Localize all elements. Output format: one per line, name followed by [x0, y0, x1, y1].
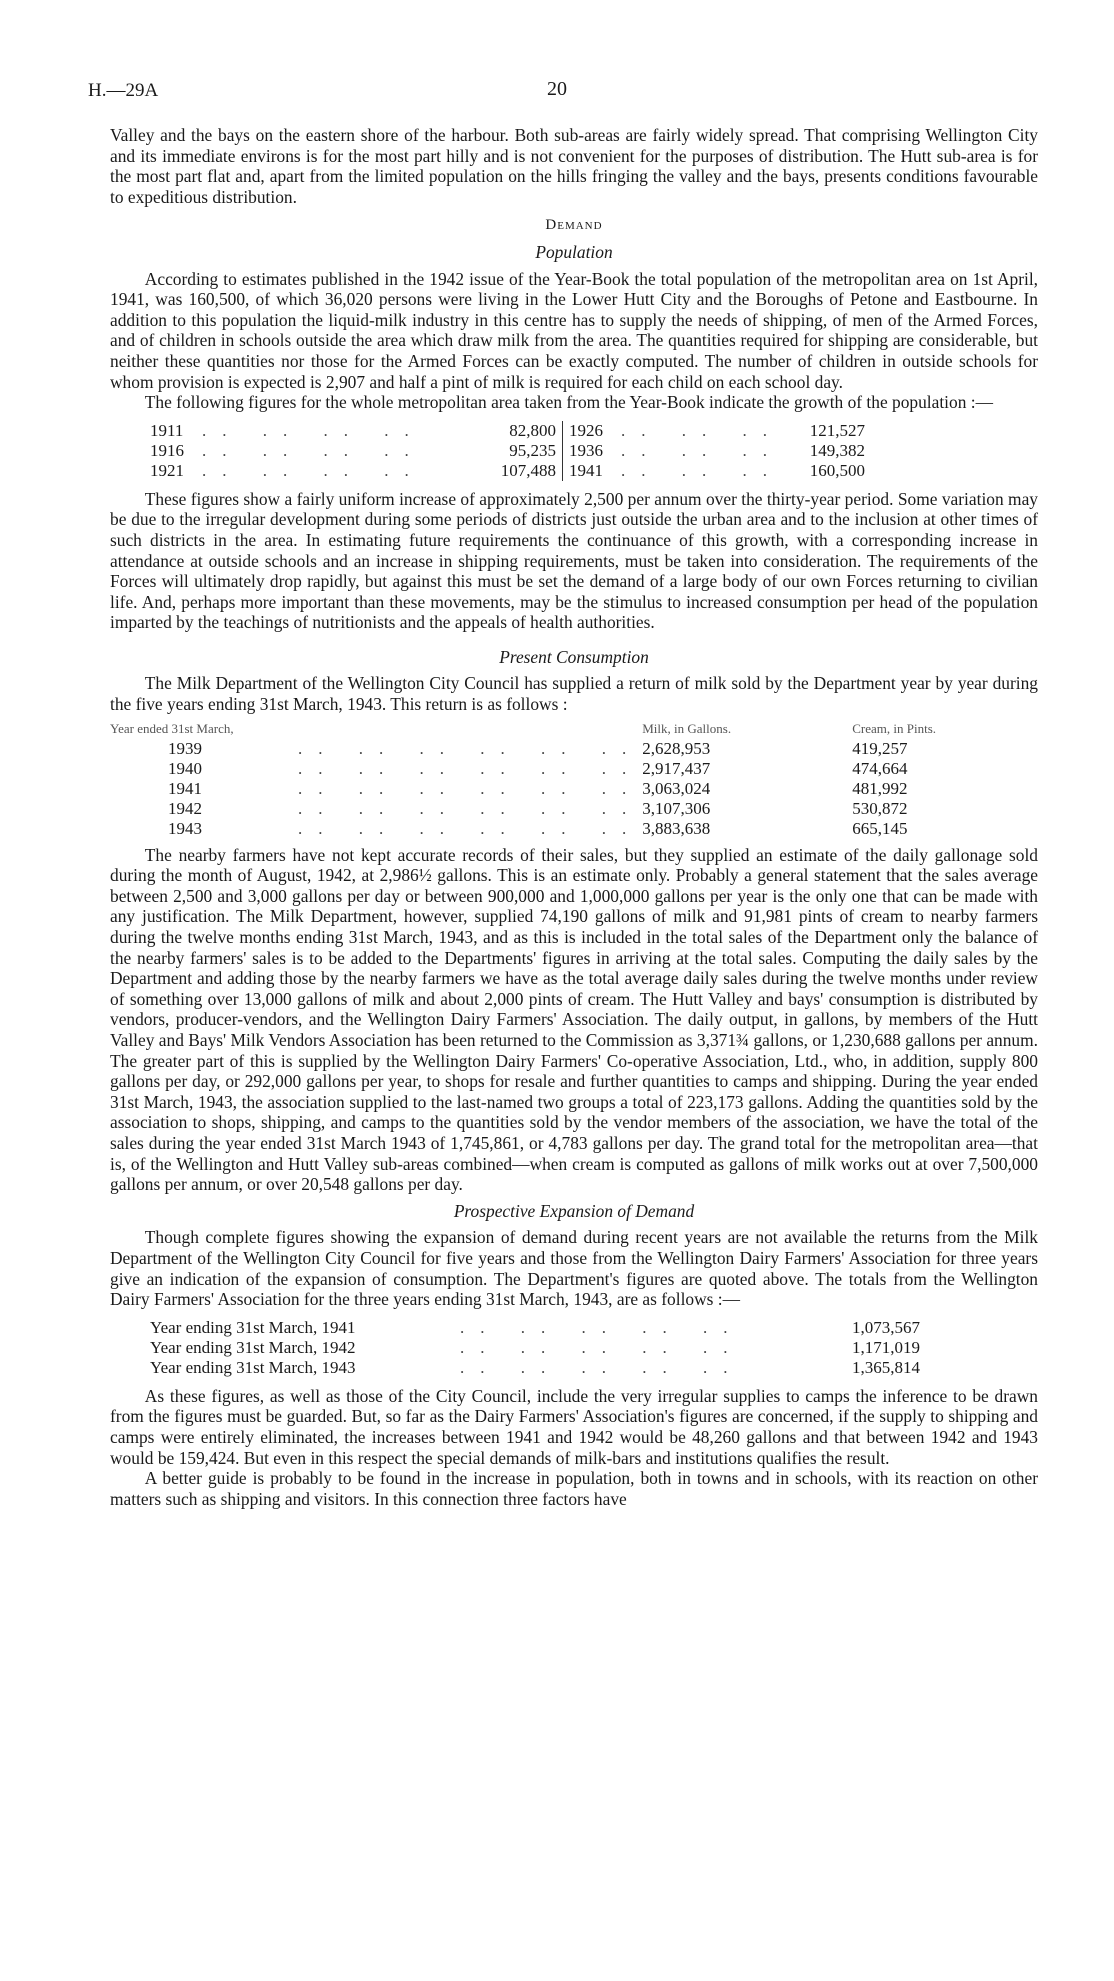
paragraph: The Milk Department of the Wellington City Council has supplied a return of milk sold by the Department year by year during the five years ending 31st March, 1943. This return is as follows :: [110, 673, 1038, 715]
table-cell: 2,917,437: [642, 758, 711, 778]
table-cell: 419,257: [852, 738, 908, 758]
paragraph: According to estimates published in the 1942 issue of the Year-Book the total population of the metropolitan area on 1st April, 1941, was 160,500, of which 36,020 persons were living in the Lower Hutt City and the Boroughs of Petone and Eastbourne. In addition to this population the liquid-milk industry in this centre has to supply the needs of shipping, of men of the Armed Forces, and of children in schools outside the area which draw milk from the area. The quantities required for shipping are considerable, but neither these quantities nor those for the Armed Forces can be exactly computed. The number of children in outside schools for whom provision is expected is 2,907 and half a pint of milk is required for each child on each school day.: [110, 268, 1038, 392]
table-cell: 121,527: [809, 420, 865, 440]
table-cell: 95,235: [474, 441, 563, 461]
leader-dots: .. .. ..: [621, 460, 783, 480]
table-cell: 1941: [168, 778, 202, 798]
table-cell: 149,382: [809, 440, 865, 460]
leader-dots: .. .. .. .. ..: [460, 1317, 744, 1337]
paragraph: The following figures for the whole metropolitan area taken from the Year-Book indicate the growth of the population :—: [144, 392, 993, 413]
table-cell: 1,073,567: [852, 1317, 920, 1337]
page-content: [110, 125, 1038, 1509]
leader-dots: .. .. .. .. .. ..: [298, 778, 643, 798]
table-cell: 474,664: [852, 758, 908, 778]
table-cell: 107,488: [474, 461, 563, 481]
table-cell: 1916: [150, 440, 184, 460]
association-totals-table: [150, 1318, 920, 1378]
table-cell: 1940: [168, 758, 202, 778]
leader-dots: .. .. .. .. .. ..: [298, 738, 643, 758]
table-cell: 1941: [569, 460, 603, 480]
column-header-cream: Cream, in Pints.: [852, 720, 937, 736]
table-cell: 1942: [168, 798, 202, 818]
subheading-population: Population: [535, 241, 613, 262]
table-cell: 1,171,019: [852, 1337, 920, 1357]
paragraph: These figures show a fairly uniform increase of approximately 2,500 per annum over the thirty-year period. Some variation may be due to the irregular development during some periods of districts just outside the urban area and to the inclusion at other times of such districts in the area. In estimating future requirements the continuance of this growth, with a corresponding increase in attendance at outside schools and an increase in shipping requirements, must be taken into consideration. The requirements of the Forces will ultimately drop rapidly, but against this must be set the demand of a large body of our own Forces returning to civilian life. And, perhaps more important than these movements, may be the stimulus to increased consumption per head of the population imparted by the teachings of nutritionists and the appeals of health authorities.: [110, 488, 1038, 633]
table-cell: 2,628,953: [642, 738, 711, 758]
table-row: [110, 819, 1012, 839]
population-table: [150, 421, 865, 481]
table-cell: Year ending 31st March, 1941: [150, 1317, 356, 1337]
table-cell: 1,365,814: [852, 1357, 920, 1377]
table-header-row: [110, 719, 1012, 739]
table-cell: 3,063,024: [642, 778, 711, 798]
table-cell: Year ending 31st March, 1942: [150, 1337, 356, 1357]
table-row: [150, 1358, 920, 1378]
leader-dots: .. .. .. ..: [202, 460, 425, 480]
paragraph: Valley and the bays on the eastern shore of the harbour. Both sub-areas are fairly widely spread. That comprising Wellington City and its immediate environs is for the most part hilly and is not convenient for the purposes of distribution. The Hutt sub-area is for the most part flat and, apart from the limited population on the hills fringing the valley and the bays, presents conditions favourable to expeditious distribution.: [110, 125, 1038, 207]
leader-dots: .. .. .. ..: [202, 440, 425, 460]
table-cell: Year ending 31st March, 1943: [150, 1357, 356, 1377]
column-header-milk: Milk, in Gallons.: [642, 720, 732, 736]
table-cell: 1926: [569, 420, 603, 440]
table-row: [110, 799, 1012, 819]
leader-dots: .. .. .. ..: [202, 420, 425, 440]
leader-dots: .. .. .. .. .. ..: [298, 758, 643, 778]
leader-dots: .. .. ..: [621, 440, 783, 460]
leader-dots: .. .. .. .. ..: [460, 1357, 744, 1377]
document-reference: H.—29A: [88, 80, 159, 101]
paragraph: A better guide is probably to be found in the increase in population, both in towns and in schools, with its reaction on other matters such as shipping and visitors. In this connection three factors have: [110, 1468, 1038, 1509]
section-heading-demand: Demand: [545, 217, 603, 234]
table-cell: 1911: [150, 420, 184, 440]
paragraph: As these figures, as well as those of the City Council, include the very irregular supplies to camps the inference to be drawn from the figures must be guarded. But, so far as the Dairy Farmers' Association's figures are concerned, if the supply to shipping and camps were entirely eliminated, the increases between 1941 and 1942 would be 48,260 gallons and that between 1942 and 1943 would be 159,424. But even in this respect the special demands of milk-bars and institutions qualifies the result.: [110, 1385, 1038, 1468]
leader-dots: .. .. ..: [621, 420, 783, 440]
column-header-year: Year ended 31st March,: [110, 720, 234, 736]
table-cell: 1939: [168, 738, 202, 758]
table-cell: 82,800: [474, 421, 563, 441]
table-cell: 3,107,306: [642, 798, 711, 818]
table-cell: 665,145: [852, 818, 908, 838]
table-row: [150, 441, 865, 461]
page-number: 20: [547, 78, 567, 100]
table-row: [150, 1338, 920, 1358]
paragraph: The nearby farmers have not kept accurate records of their sales, but they supplied an estimate of the daily gallonage sold during the month of August, 1942, at 2,986½ gallons. This is an estimate only. Probably a general statement that the sales average between 2,500 and 3,000 gallons per day or between 900,000 and 1,000,000 gallons per year is the only one that can be made with any justification. The Milk Department, however, supplied 74,190 gallons of milk and 91,981 pints of cream to nearby farmers during the twelve months ending 31st March, 1943, and as this is included in the total sales of the Department only the balance of the nearby farmers' sales is to be added to the Departments' figures in arriving at the total sales. Computing the daily sales by the Department and adding those by the nearby farmers we have as the total average daily sales during the twelve months under review of something over 13,000 gallons of milk and about 2,000 pints of cream. The Hutt Valley and bays' consumption is distributed by vendors, producer-vendors, and the Wellington Dairy Farmers' Association. The daily output, in gallons, by members of the Hutt Valley and Bays' Milk Vendors Association has been returned to the Commission as 3,371¾ gallons, or 1,230,688 gallons per annum. The greater part of this is supplied by the Wellington Dairy Farmers' Co-operative Association, Ltd., who, in addition, supply 800 gallons per day, or 292,000 gallons per year, to shops for resale and further quantities to camps and shipping. During the year ended 31st March, 1943, the association supplied to the last-named two groups a total of 223,173 gallons. Adding the quantities sold by the association to shops, shipping, and camps to the quantities sold by the vendor members of the association, we have the total of the sales during the year ended 31st March 1943 of 1,745,861, or 4,783 gallons per day. The grand total for the metropolitan area—that is, of the Wellington and Hutt Valley sub-areas combined—when cream is computed as gallons of milk works out at over 7,500,000 gallons per annum, or over 20,548 gallons per day.: [110, 844, 1038, 1195]
table-cell: 1921: [150, 460, 184, 480]
table-row: [110, 759, 1012, 779]
subheading-prospective-expansion: Prospective Expansion of Demand: [453, 1200, 695, 1221]
subheading-present-consumption: Present Consumption: [499, 646, 649, 667]
table-cell: 1936: [569, 440, 603, 460]
table-cell: 3,883,638: [642, 818, 711, 838]
table-row: [110, 779, 1012, 799]
leader-dots: .. .. .. .. .. ..: [298, 798, 643, 818]
table-row: [150, 1318, 920, 1338]
table-row: [150, 461, 865, 481]
milk-sales-table: [110, 719, 1012, 839]
paragraph: Though complete figures showing the expansion of demand during recent years are not available the returns from the Milk Department of the Wellington City Council for five years and those from the Wellington Dairy Farmers' Association for three years give an indication of the expansion of consumption. The Department's figures are quoted above. The totals from the Wellington Dairy Farmers' Association for the three years ending 31st March, 1943, are as follows :—: [110, 1227, 1038, 1310]
table-cell: 160,500: [809, 460, 865, 480]
leader-dots: .. .. .. .. .. ..: [298, 818, 643, 838]
table-row: [110, 739, 1012, 759]
table-cell: 1943: [168, 818, 202, 838]
leader-dots: .. .. .. .. ..: [460, 1337, 744, 1357]
table-cell: 481,992: [852, 778, 908, 798]
table-cell: 530,872: [852, 798, 908, 818]
table-row: [150, 421, 865, 441]
